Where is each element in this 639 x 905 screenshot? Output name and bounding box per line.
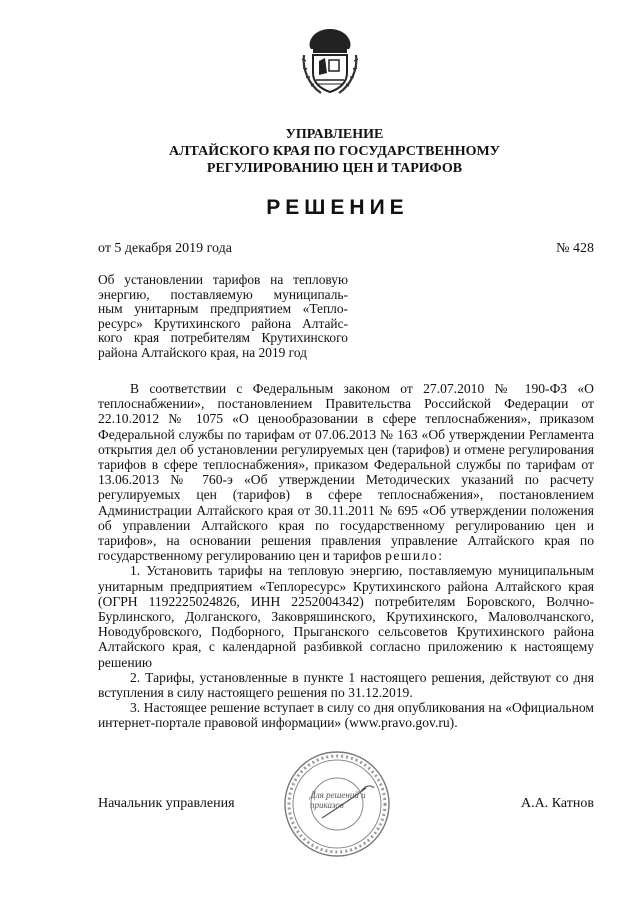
subject-line: энергию, поставляемую муниципаль-: [98, 286, 348, 302]
preamble-text: В соответствии с Федеральным законом от 27.07.2010 № 190-ФЗ «О теплоснабжении», постановлением Правительства Российской Федерации от 22.10.2012 № 1075 «О ценообразовании в сфере теплоснабжения», приказом Федеральной службы по тарифам от 07.06.2013 № 163 «Об утверждении Регламента открытия дел об установлении регулируемых цен (тарифов) и отмене регулирования тарифов в сфере теплоснабжения», приказом Федеральной службы по тарифам от 13.06.2013 № 760-э «Об утверждении Методических указаний по расчету регулируемых цен (тарифов) в сфере теплоснабжения», постановлением Администрации Алтайского края от 30.11.2011 № 695 «Об утверждении положения об управлении Алтайского края по государственному регулированию цен и тарифов», на основании решения правления управление Алтайского края по государственному регулированию цен и тарифов: [98, 381, 594, 564]
authority-line-3: РЕГУЛИРОВАНИЮ ЦЕН И ТАРИФОВ: [206, 161, 463, 176]
clause-3: 3. Настоящее решение вступает в силу со дня опубликования на «Официальном интернет-портале правовой информации» (www.pravo.gov.ru).: [98, 700, 594, 731]
signatory-position: Начальник управления: [98, 796, 235, 811]
subject-line: кого края потребителям Крутихинского: [98, 330, 348, 346]
subject-line: ресурс» Крутихинского района Алтайс-: [98, 315, 348, 331]
preamble-colon: :: [438, 548, 443, 564]
clause-2: 2. Тарифы, установленные в пункте 1 настоящего решения, действуют со дня вступления в силу настоящего решения по 31.12.2019.: [98, 669, 594, 701]
document-number: № 428: [556, 241, 594, 256]
document-body: [98, 381, 594, 731]
authority-line-1: УПРАВЛЕНИЕ: [285, 127, 384, 142]
decision-word: решило: [385, 548, 439, 564]
preamble-paragraph: [98, 381, 594, 563]
issuing-authority: [0, 126, 639, 177]
coat-of-arms-icon: [299, 25, 361, 97]
clause-1: 1. Установить тарифы на тепловую энергию, поставляемую муниципальным унитарным предприятием «Теплоресурс» Крутихинского района Алтайского края (ОГРН 1192225024826, ИНН 2252004342) потребителям Боровского, Волчно-Бурлинского, Долганского, Заковряшинского, Крутихинского, Маловолчанского, Новодубровского, Подборного, Прыганского сельсоветов Крутихинского района Алтайского края, с календарной разбивкой согласно приложению к настоящему решению: [98, 563, 594, 670]
document-date: от 5 декабря 2019 года: [98, 241, 232, 256]
document-subject: [98, 273, 348, 361]
signatory-name: А.А. Катнов: [521, 796, 594, 811]
subject-line: ным унитарным предприятием «Тепло-: [98, 301, 348, 317]
stamp-inner-text: Для решений и приказов: [310, 790, 366, 810]
authority-line-2: АЛТАЙСКОГО КРАЯ ПО ГОСУДАРСТВЕННОМУ: [169, 144, 500, 159]
subject-line: района Алтайского края, на 2019 год: [98, 344, 307, 360]
document-type-title: РЕШЕНИЕ: [266, 196, 409, 219]
subject-line: Об установлении тарифов на тепловую: [98, 272, 348, 287]
